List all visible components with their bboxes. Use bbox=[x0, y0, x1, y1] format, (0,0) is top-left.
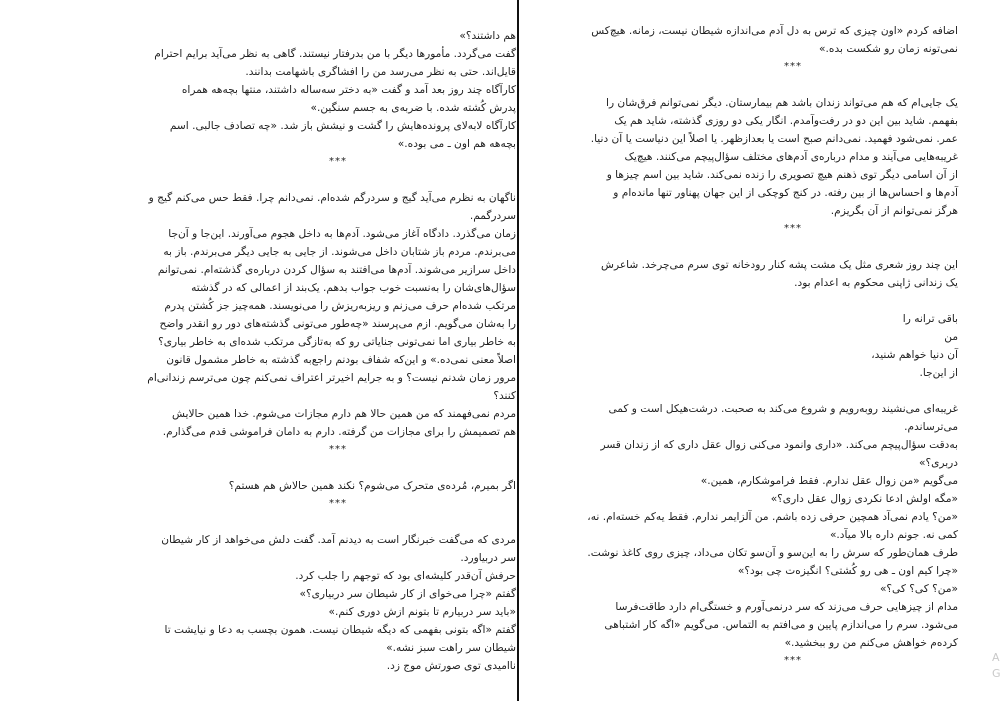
text-line: «من؟ کی؟ کی؟» bbox=[879, 583, 958, 595]
text-line: طرف همان‌طور که سرش را به این‌سو و آن‌سو تکان می‌داد، چیزی روی کاغذ نوشت. bbox=[587, 547, 958, 559]
text-line: مرور زمان شدنم نیست؟ و به جرایم اخیرتر اعتراف نمی‌کنم چون می‌ترسم زندانی‌ام bbox=[147, 372, 516, 384]
text-line: را به‌شان می‌گویم. ازم می‌پرسند «چه‌طور می‌تونی گذشته‌های دور رو انقدر واضح bbox=[159, 318, 516, 330]
text-line: از آن اسامی دیگر توی ذهنم هیچ تصویری را زنده نمی‌کند. شاید بین اسم چیزها و bbox=[606, 169, 958, 181]
text-line: «باید سر دربیارم تا بتونم ازش دوری کنم.» bbox=[328, 606, 516, 618]
text-line: «چرا کیم اون ـ هی رو کُشتی؟ انگیزه‌ت چی بود؟» bbox=[737, 565, 958, 577]
text-line: می‌شود. سرم را می‌اندازم پایین و می‌افتم به التماس. می‌گویم «اگه کار اشتباهی bbox=[604, 619, 958, 631]
section-separator: *** bbox=[784, 655, 802, 666]
text-line: اضافه کردم «اون چیزی که ترس به دل آدم می‌اندازه شیطان نیست، زمانه. هیچ‌کس bbox=[591, 25, 958, 37]
text-line: کرده‌م خواهش می‌کنم من رو ببخشید.» bbox=[784, 637, 958, 649]
left-page bbox=[147, 0, 516, 701]
text-line: اگر بمیرم، مُرده‌ی متحرک می‌شوم؟ نکند همین حالاش هم هستم؟ bbox=[228, 480, 516, 492]
text-line: سؤال‌های‌شان را به‌نسبت خوب جواب بدهم. یک‌بند از اعمالی که در گذشته bbox=[191, 282, 516, 294]
text-line: داخل سرازیر می‌شوند. آدم‌ها می‌افتند به سؤال کردن درباره‌ی گذشته‌ام. نمی‌توانم bbox=[157, 264, 516, 276]
text-line: یک جایی‌ام که هم می‌تواند زندان باشد هم بیمارستان. دیگر نمی‌توانم فرق‌شان را bbox=[606, 97, 958, 109]
text-line: مدام از چیزهایی حرف می‌زند که سر درنمی‌آورم و خستگی‌ام دارد طاقت‌فرسا bbox=[615, 601, 958, 613]
text-line: یک زندانی ژاپنی محکوم به اعدام بود. bbox=[794, 277, 958, 289]
section-separator: *** bbox=[329, 498, 347, 509]
text-line: می‌ترساندم. bbox=[904, 421, 958, 433]
section-separator: *** bbox=[784, 61, 802, 72]
text-line: «من؟ یادم نمی‌آد همچین حرفی زده باشم. من آلزایمر ندارم. فقط یه‌کم خسته‌ام. نه، bbox=[587, 511, 958, 523]
text-line: مرتکب شده‌ام حرف می‌زنم و ریزبه‌ریزش را می‌نویسند. همه‌چیز جز کُشتن پدرم bbox=[164, 300, 516, 312]
text-line: پدرش کُشته شده. با ضربه‌ی به جسم سنگین.» bbox=[310, 102, 516, 114]
text-line: عمر. نمی‌شود فهمید. نمی‌دانم صبح است یا بعدازظهر. یا اصلاً این دنیاست یا آن دنیا. bbox=[590, 133, 958, 145]
text-line: آدم‌ها و احساس‌ها از بین رفته. در کنج کوچکی از این جهان پهناور تنها مانده‌ام و bbox=[613, 187, 958, 199]
text-line: شیطان سر راهت سبز نشه.» bbox=[386, 642, 516, 654]
watermark-line: A bbox=[992, 651, 1000, 664]
page-gutter-divider bbox=[517, 0, 519, 701]
text-line: گفتم «چرا می‌خوای از کار شیطان سر دربیاری؟» bbox=[299, 588, 516, 600]
section-separator: *** bbox=[329, 444, 347, 455]
text-line: «مگه اولش ادعا نکردی زوال عقل داری؟» bbox=[770, 493, 958, 505]
text-line: کارآگاه لابه‌لای پرونده‌هایش را گشت و نیشش باز شد. «چه تصادف جالبی. اسم bbox=[169, 120, 516, 132]
text-line: به خاطر بیاری اما نمی‌تونی جنایاتی رو که به‌تازگی مرتکب شده‌ای به خاطر بیاری؟ bbox=[158, 336, 516, 348]
text-line: قایل‌اند. حتی به نظر می‌رسد من را افشاگری باشهامت بدانند. bbox=[245, 66, 516, 78]
text-line: کمی نه. جونم داره بالا میآد.» bbox=[829, 529, 958, 541]
text-line: کنند؟ bbox=[493, 390, 516, 402]
text-line: ناامیدی توی صورتش موج زد. bbox=[386, 660, 516, 672]
text-line: سردرگمم. bbox=[469, 210, 516, 222]
text-line: غریبه‌هایی می‌آیند و مدام درباره‌ی آدم‌های مختلف سؤال‌پیچم می‌کنند. هیچ‌یک bbox=[624, 151, 958, 163]
text-line: غریبه‌ای می‌نشیند روبه‌رویم و شروع می‌کند به صحبت. درشت‌هیکل است و کمی bbox=[608, 403, 958, 415]
text-line: هم داشتند؟» bbox=[459, 30, 516, 42]
text-line: به‌دقت سؤال‌پیچم می‌کند. «داری وانمود می‌کنی زوال عقل داری که از زندان قسر bbox=[600, 439, 958, 451]
watermark-line: G bbox=[992, 667, 1001, 680]
text-line: بچه‌هه هم اون ـ می بوده.» bbox=[397, 138, 516, 150]
poem-line: من bbox=[944, 331, 958, 343]
text-line: می‌برندم. مردم باز شتابان داخل می‌شوند. از جایی به جایی دیگر می‌برندم. باز به bbox=[163, 246, 516, 258]
text-line: هرگز نمی‌توانم از آن بگریزم. bbox=[830, 205, 958, 217]
text-line: هم تصمیمش را برای مجازات من گرفته. دارم به دامان فراموشی قدم می‌گذارم. bbox=[162, 426, 516, 438]
right-page bbox=[587, 0, 958, 701]
text-line: گفت می‌گردد. مأمورها دیگر با من بدرفتار نیستند. گاهی به نظر می‌آید برایم احترام bbox=[154, 48, 516, 60]
text-line: دربری؟» bbox=[918, 457, 958, 469]
poem-line: از این‌جا. bbox=[919, 367, 958, 379]
poem-line: باقی ترانه را bbox=[902, 313, 958, 325]
text-line: بفهمم. شاید بین این دو در رفت‌وآمدم. انگار یکی دو روزی گذشته، شاید هم یک bbox=[614, 115, 958, 127]
text-line: اصلاً معنی نمی‌ده.» و این‌که شفاف بودنم راجع‌به گذشته به خاطر مشمول قانون bbox=[166, 354, 516, 366]
poem-line: آن دنیا خواهم شنید، bbox=[871, 349, 958, 361]
text-line: نمی‌تونه زمان رو شکست بده.» bbox=[819, 43, 958, 55]
text-line: زمان می‌گذرد. دادگاه آغاز می‌شود. آدم‌ها به داخل هجوم می‌آورند. این‌جا و آن‌جا bbox=[168, 228, 516, 240]
text-line: گفتم «اگه بتونی بفهمی که دیگه شیطان نیست. همون بچسب به دعا و نیایشت تا bbox=[164, 624, 516, 636]
section-separator: *** bbox=[784, 223, 802, 234]
text-line: می‌گویم «من زوال عقل ندارم. فقط فراموشکارم، همین.» bbox=[700, 475, 958, 487]
text-line: مردم نمی‌فهمند که من همین حالا هم دارم مجازات می‌شوم. خدا همین حالایش bbox=[171, 408, 516, 420]
activation-watermark bbox=[992, 650, 1001, 682]
text-line: کارآگاه چند روز بعد آمد و گفت «به دختر سه‌ساله داشتند، منتها بچه‌هه همراه bbox=[181, 84, 516, 96]
section-separator: *** bbox=[329, 156, 347, 167]
text-line: حرفش آن‌قدر کلیشه‌ای بود که توجهم را جلب کرد. bbox=[295, 570, 516, 582]
text-line: این چند روز شعری مثل یک مشت پشه کنار رودخانه توی سرم می‌چرخد. شاعرش bbox=[601, 259, 958, 271]
text-line: مردی که می‌گفت خبرنگار است به دیدنم آمد. گفت دلش می‌خواهد از کار شیطان bbox=[161, 534, 516, 546]
text-line: ناگهان به نظرم می‌آید گیج و سردرگم شده‌ام. نمی‌دانم چرا. فقط حس می‌کنم گیج و bbox=[148, 192, 516, 204]
text-line: سر دربیاورد. bbox=[460, 552, 516, 564]
